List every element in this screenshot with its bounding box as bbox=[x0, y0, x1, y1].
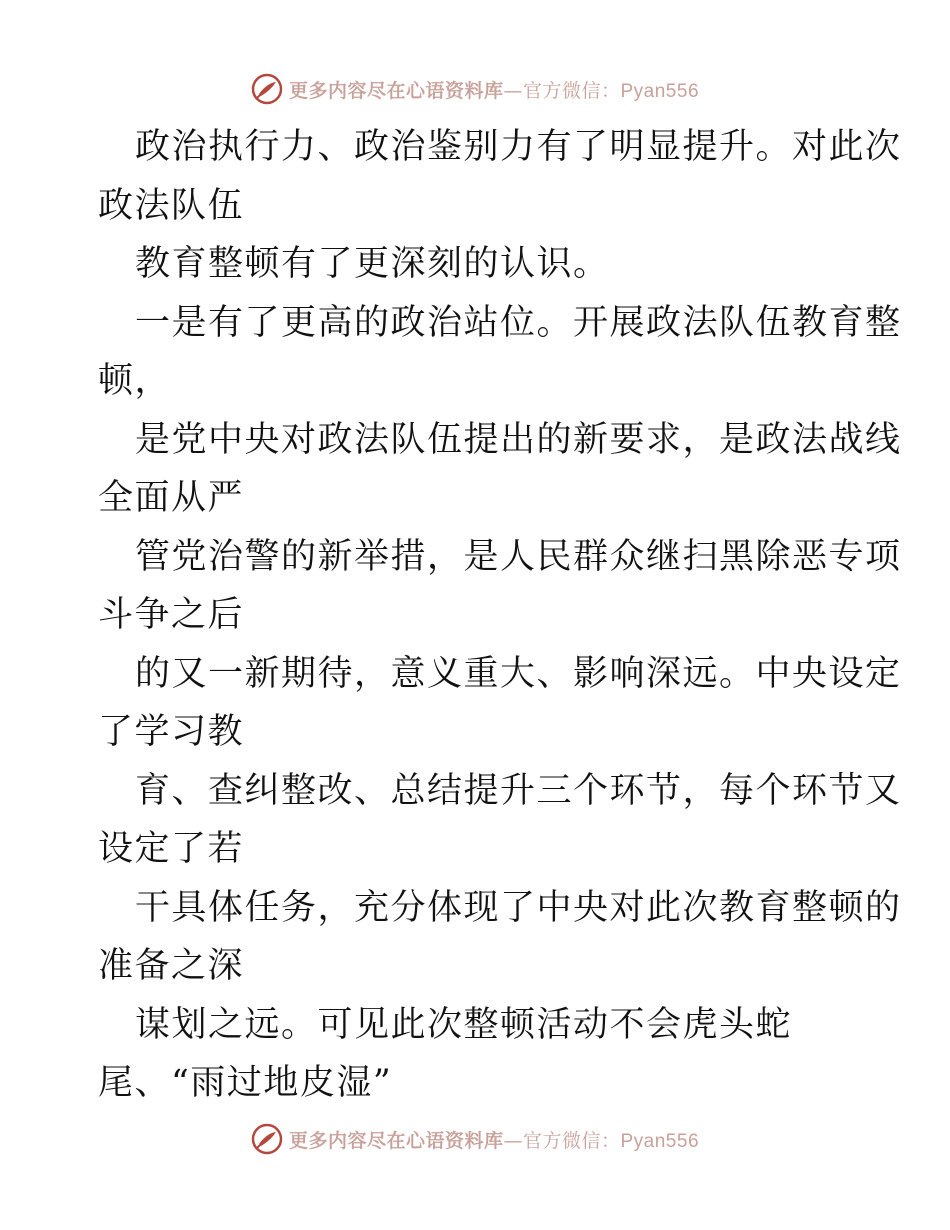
text-line: 教育整顿有了更深刻的认识。 bbox=[135, 244, 610, 284]
book-quill-logo-icon bbox=[251, 1123, 283, 1155]
text-line: 是党中央对政法队伍提出的新要求，是政法战线 bbox=[135, 419, 902, 460]
footer-watermark bbox=[0, 1122, 950, 1156]
text-line: 尾、“雨过地皮湿” bbox=[98, 1063, 393, 1103]
text-line: 干具体任务，充分体现了中央对此次教育整顿的 bbox=[135, 887, 902, 928]
watermark-account: Pyan556 bbox=[620, 80, 700, 102]
watermark-text bbox=[289, 1126, 699, 1153]
document-body bbox=[98, 118, 902, 1113]
watermark-brand: 更多内容尽在心语资料库 bbox=[288, 1129, 504, 1152]
watermark-account: Pyan556 bbox=[620, 1130, 700, 1152]
text-line: 顿， bbox=[98, 361, 172, 401]
book-quill-logo-icon bbox=[251, 73, 283, 105]
watermark-separator: — bbox=[503, 1129, 523, 1152]
watermark-text bbox=[289, 76, 699, 103]
text-line: 政治执行力、政治鉴别力有了明显提升。对此次 bbox=[135, 127, 902, 167]
text-line: 设定了若 bbox=[98, 829, 245, 869]
text-line: 的又一新期待，意义重大、影响深远。中央设定 bbox=[135, 653, 902, 694]
text-line: 一是有了更高的政治站位。开展政法队伍教育整 bbox=[135, 302, 902, 343]
text-line: 政法队伍 bbox=[98, 185, 245, 226]
text-line: 准备之深 bbox=[98, 946, 245, 986]
header-watermark bbox=[0, 72, 950, 106]
text-line: 全面从严 bbox=[98, 478, 245, 518]
text-line: 育、查纠整改、总结提升三个环节，每个环节又 bbox=[135, 770, 902, 811]
text-line: 斗争之后 bbox=[98, 595, 245, 635]
watermark-wechat-label: 官方微信： bbox=[522, 79, 621, 102]
watermark-brand: 更多内容尽在心语资料库 bbox=[288, 79, 504, 102]
watermark-wechat-label: 官方微信： bbox=[522, 1129, 621, 1152]
text-line: 谋划之远。可见此次整顿活动不会虎头蛇 bbox=[135, 1004, 793, 1045]
text-line: 了学习教 bbox=[98, 712, 245, 752]
text-line: 管党治警的新举措，是人民群众继扫黑除恶专项 bbox=[135, 536, 902, 577]
watermark-separator: — bbox=[503, 79, 523, 102]
